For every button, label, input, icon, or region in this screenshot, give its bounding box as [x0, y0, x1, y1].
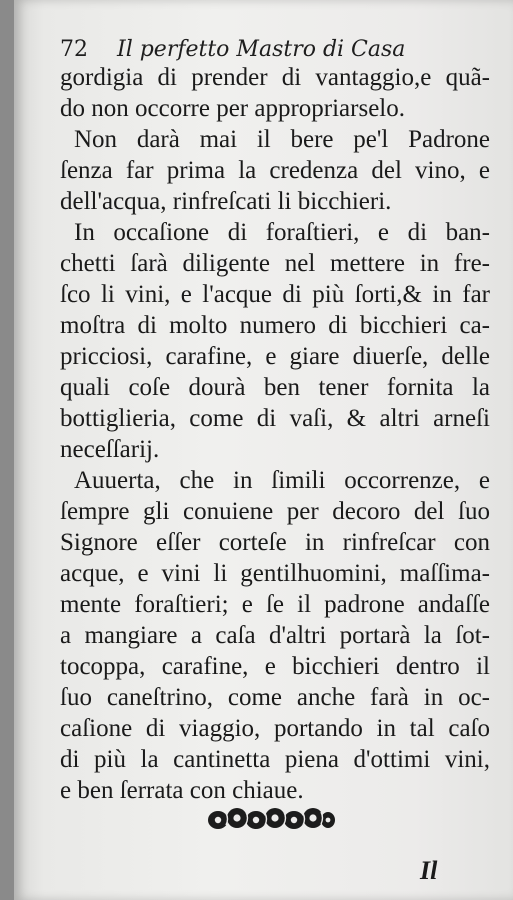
text-line: neceſſarij. [60, 436, 160, 463]
text-line: In occaſione di foraſtieri, e di ban- [74, 219, 490, 246]
page-number: 72 [60, 37, 88, 62]
text-line: Signore eſſer corteſe in rinfreſcar con [60, 529, 490, 556]
text-line: gordigia di prender di vantaggio,e quã- [60, 64, 490, 91]
text-line: moſtra di molto numero di bicchieri ca- [60, 312, 490, 339]
text-line: Non darà mai il bere pe'l Padrone [74, 126, 490, 153]
text-line: tocoppa, carafine, e bicchieri dentro il [60, 653, 490, 680]
page-header [60, 37, 405, 62]
text-line: ſenza far prima la credenza del vino, e [60, 157, 490, 184]
body-text [60, 62, 490, 806]
running-title: Il perfetto Mastro di Casa [117, 37, 406, 62]
text-line: dell'acqua, rinfreſcati li bicchieri. [60, 188, 392, 215]
text-line: ſempre gli conuiene per decoro del ſuo [60, 498, 490, 525]
text-line: bottiglieria, come di vaſi, & altri arneſi [60, 405, 490, 432]
text-line: mente foraſtieri; e ſe il padrone andaſſe [60, 591, 490, 618]
text-line: caſione di viaggio, portando in tal caſo [60, 715, 490, 742]
text-line: a mangiare a caſa d'altri portarà la ſot- [60, 622, 490, 649]
text-line: ſuo caneſtrino, come anche farà in oc- [60, 684, 490, 711]
text-line: ſco li vini, e l'acque di più ſorti,& in far [60, 281, 490, 308]
text-line: pricciosi, carafine, e giare diuerſe, delle [60, 343, 490, 370]
text-line: do non occorre per appropriarselo. [60, 95, 405, 122]
book-page [14, 0, 513, 900]
text-line: acque, e vini li gentilhuomini, maſſima- [60, 560, 490, 587]
ornament-icon [206, 803, 336, 835]
text-line: Auuerta, che in ſimili occorrenze, e [74, 467, 490, 494]
signature-mark: Il [420, 856, 438, 885]
text-line: quali coſe dourà ben tener fornita la [60, 374, 490, 401]
text-line: chetti ſarà diligente nel mettere in fre- [60, 250, 490, 277]
text-line: di più la cantinetta piena d'ottimi vini, [60, 746, 490, 773]
text-line: e ben ſerrata con chiaue. [60, 777, 304, 804]
